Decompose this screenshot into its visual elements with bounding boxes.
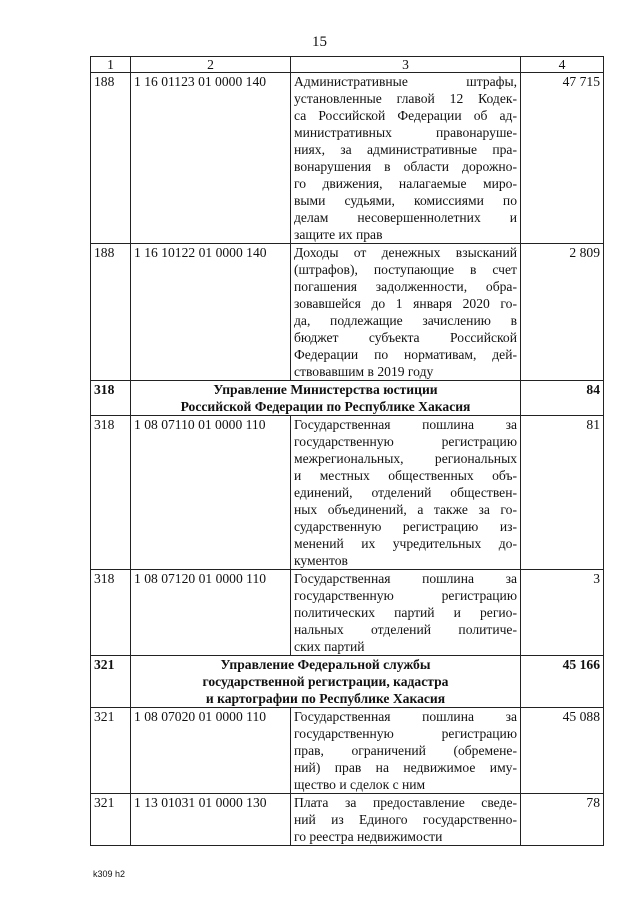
description-cell bbox=[291, 73, 521, 244]
group-row-318 bbox=[91, 381, 604, 416]
description-line: го реестра недвижимости bbox=[294, 829, 443, 844]
description-line: нальных отделений политиче- bbox=[294, 622, 517, 637]
group-amount: 84 bbox=[521, 381, 604, 416]
description-line: вонарушения в области дорожно- bbox=[294, 159, 517, 174]
revenue-table bbox=[90, 56, 604, 846]
table-row bbox=[91, 570, 604, 656]
admin-code-cell: 321 bbox=[91, 708, 131, 794]
description-line: ний из Единого государственно- bbox=[294, 812, 517, 827]
admin-code-cell: 321 bbox=[91, 794, 131, 846]
org-name-line: государственной регистрации, кадастра bbox=[202, 674, 449, 689]
description-line: и местных общественных объ- bbox=[294, 468, 517, 483]
amount-cell: 45 088 bbox=[521, 708, 604, 794]
org-name-line: Российской Федерации по Республике Хакасия bbox=[180, 399, 471, 414]
description-line: выми судьями, комиссиями по bbox=[294, 193, 517, 208]
table-row bbox=[91, 73, 604, 244]
description-line: государственную регистрацию bbox=[294, 726, 517, 741]
description-cell bbox=[291, 708, 521, 794]
admin-code-cell: 318 bbox=[91, 570, 131, 656]
description-line: министративных правонаруше- bbox=[294, 125, 517, 140]
description-line: щество и сделок с ним bbox=[294, 777, 426, 792]
description-line: са Российской Федерации об ад- bbox=[294, 108, 517, 123]
description-line: ских партий bbox=[294, 639, 365, 654]
group-row-321 bbox=[91, 656, 604, 708]
org-name-line: Управление Федеральной службы bbox=[220, 657, 431, 672]
column-header-4: 4 bbox=[521, 57, 604, 73]
description-line: Доходы от денежных взысканий bbox=[294, 245, 517, 260]
table-row bbox=[91, 794, 604, 846]
description-line: делам несовершеннолетних и bbox=[294, 210, 517, 225]
description-line: политических партий и регио- bbox=[294, 605, 517, 620]
description-line: ных объединений, а также за го- bbox=[294, 502, 517, 517]
description-line: (штрафов), поступающие в счет bbox=[294, 262, 517, 277]
description-line: ний) прав на недвижимое иму- bbox=[294, 760, 517, 775]
budget-code-cell: 1 16 01123 01 0000 140 bbox=[131, 73, 291, 244]
description-line: бюджет субъекта Российской bbox=[294, 330, 517, 345]
org-name-line: и картографии по Республике Хакасия bbox=[205, 691, 446, 706]
description-line: государственную регистрацию bbox=[294, 588, 517, 603]
group-amount: 45 166 bbox=[521, 656, 604, 708]
column-header-2: 2 bbox=[131, 57, 291, 73]
footer-code: k309 h2 bbox=[93, 869, 126, 879]
description-line: погашения задолженности, обра- bbox=[294, 279, 517, 294]
description-cell bbox=[291, 570, 521, 656]
budget-code-cell: 1 08 07020 01 0000 110 bbox=[131, 708, 291, 794]
budget-code-cell: 1 13 01031 01 0000 130 bbox=[131, 794, 291, 846]
amount-cell: 3 bbox=[521, 570, 604, 656]
description-line: единений, отделений обществен- bbox=[294, 485, 517, 500]
description-line: менений их учредительных до- bbox=[294, 536, 517, 551]
table-row bbox=[91, 708, 604, 794]
description-line: сударственную регистрацию из- bbox=[294, 519, 517, 534]
amount-cell: 81 bbox=[521, 416, 604, 570]
admin-code-cell: 188 bbox=[91, 73, 131, 244]
table-row bbox=[91, 244, 604, 381]
description-line: го движения, налагаемые миро- bbox=[294, 176, 517, 191]
budget-code-cell: 1 16 10122 01 0000 140 bbox=[131, 244, 291, 381]
description-line: межрегиональных, региональных bbox=[294, 451, 517, 466]
description-cell bbox=[291, 416, 521, 570]
table-row bbox=[91, 416, 604, 570]
description-line: Государственная пошлина за bbox=[294, 417, 517, 432]
group-org-name bbox=[131, 656, 521, 708]
description-cell bbox=[291, 244, 521, 381]
budget-code-cell: 1 08 07110 01 0000 110 bbox=[131, 416, 291, 570]
amount-cell: 47 715 bbox=[521, 73, 604, 244]
description-line: государственную регистрацию bbox=[294, 434, 517, 449]
description-line: прав, ограничений (обремене- bbox=[294, 743, 517, 758]
description-line: установленные главой 12 Кодек- bbox=[294, 91, 517, 106]
description-line: кументов bbox=[294, 553, 348, 568]
description-line: да, подлежащие зачислению в bbox=[294, 313, 517, 328]
description-line: Плата за предоставление сведе- bbox=[294, 795, 517, 810]
description-line: зовавшейся до 1 января 2020 го- bbox=[294, 296, 517, 311]
org-name-line: Управление Министерства юстиции bbox=[213, 382, 438, 397]
description-line: Государственная пошлина за bbox=[294, 571, 517, 586]
page-number: 15 bbox=[312, 34, 327, 50]
group-admin-code: 318 bbox=[91, 381, 131, 416]
budget-code-cell: 1 08 07120 01 0000 110 bbox=[131, 570, 291, 656]
description-line: Федерации по нормативам, дей- bbox=[294, 347, 517, 362]
group-org-name bbox=[131, 381, 521, 416]
table-header-row bbox=[91, 57, 604, 73]
admin-code-cell: 318 bbox=[91, 416, 131, 570]
description-line: ствовавшим в 2019 году bbox=[294, 364, 434, 379]
description-cell bbox=[291, 794, 521, 846]
description-line: ниях, за административные пра- bbox=[294, 142, 517, 157]
amount-cell: 78 bbox=[521, 794, 604, 846]
column-header-3: 3 bbox=[291, 57, 521, 73]
column-header-1: 1 bbox=[91, 57, 131, 73]
admin-code-cell: 188 bbox=[91, 244, 131, 381]
description-line: защите их прав bbox=[294, 227, 383, 242]
description-line: Государственная пошлина за bbox=[294, 709, 517, 724]
group-admin-code: 321 bbox=[91, 656, 131, 708]
amount-cell: 2 809 bbox=[521, 244, 604, 381]
description-line: Административные штрафы, bbox=[294, 74, 517, 89]
